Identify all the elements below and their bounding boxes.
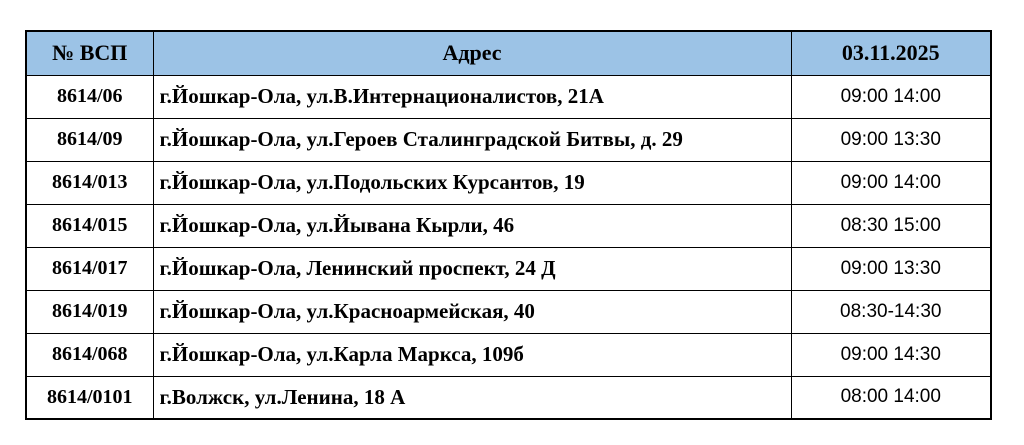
table-row	[26, 290, 991, 333]
column-header-address: Адрес	[153, 31, 791, 75]
schedule-table	[25, 30, 992, 420]
address-cell: г.Йошкар-Ола, ул.Героев Сталинградской Битвы, д. 29	[153, 118, 791, 161]
vsp-cell: 8614/09	[26, 118, 153, 161]
time-cell: 08:30 15:00	[791, 204, 991, 247]
column-header-date: 03.11.2025	[791, 31, 991, 75]
address-cell: г.Йошкар-Ола, Ленинский проспект, 24 Д	[153, 247, 791, 290]
vsp-cell: 8614/019	[26, 290, 153, 333]
address-cell: г.Волжск, ул.Ленина, 18 А	[153, 376, 791, 419]
time-cell: 08:30-14:30	[791, 290, 991, 333]
table-row	[26, 75, 991, 118]
address-cell: г.Йошкар-Ола, ул.В.Интернационалистов, 21А	[153, 75, 791, 118]
address-cell: г.Йошкар-Ола, ул.Йывана Кырли, 46	[153, 204, 791, 247]
address-cell: г.Йошкар-Ола, ул.Красноармейская, 40	[153, 290, 791, 333]
table-row	[26, 376, 991, 419]
time-cell: 08:00 14:00	[791, 376, 991, 419]
table-row	[26, 247, 991, 290]
vsp-cell: 8614/017	[26, 247, 153, 290]
vsp-cell: 8614/015	[26, 204, 153, 247]
table-header	[26, 31, 991, 75]
table-row	[26, 204, 991, 247]
time-cell: 09:00 13:30	[791, 118, 991, 161]
time-cell: 09:00 14:30	[791, 333, 991, 376]
column-header-vsp: № ВСП	[26, 31, 153, 75]
table-row	[26, 161, 991, 204]
table-row	[26, 333, 991, 376]
header-row	[26, 31, 991, 75]
address-cell: г.Йошкар-Ола, ул.Подольских Курсантов, 19	[153, 161, 791, 204]
table-body	[26, 75, 991, 419]
time-cell: 09:00 13:30	[791, 247, 991, 290]
time-cell: 09:00 14:00	[791, 75, 991, 118]
address-cell: г.Йошкар-Ола, ул.Карла Маркса, 109б	[153, 333, 791, 376]
vsp-cell: 8614/068	[26, 333, 153, 376]
vsp-cell: 8614/06	[26, 75, 153, 118]
vsp-cell: 8614/0101	[26, 376, 153, 419]
table-row	[26, 118, 991, 161]
time-cell: 09:00 14:00	[791, 161, 991, 204]
vsp-cell: 8614/013	[26, 161, 153, 204]
